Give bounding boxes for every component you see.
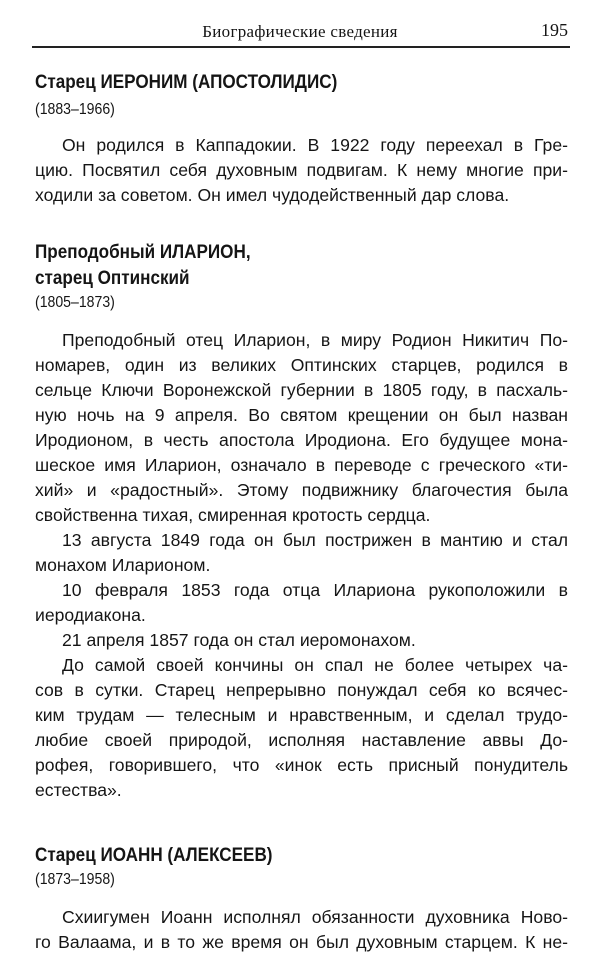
text-line: 10 февраля 1853 года отца Илариона рукоположили в [62, 579, 568, 600]
section-title: Старец ИЕРОНИМ (АПОСТОЛИДИС) [35, 72, 338, 93]
page-number: 195 [541, 20, 568, 40]
text-line: Он родился в Каппадокии. В 1922 году переехал в Гре- [62, 134, 568, 155]
text-line: номарев, один из великих Оптинских старцев, родился в [35, 354, 568, 375]
text-line: монахом Иларионом. [35, 554, 211, 575]
section-title: Старец ИОАНН (АЛЕКСЕЕВ) [35, 845, 273, 866]
section-title: старец Оптинский [35, 268, 190, 289]
life-dates: (1805–1873) [35, 294, 115, 311]
text-line: любие своей природой, исполняя наставление аввы До- [35, 729, 568, 750]
text-line: цию. Посвятил себя духовным подвигам. К нему многие при- [35, 159, 568, 180]
text-line: ную ночь на 9 апреля. Во святом крещении он был назван [35, 404, 568, 425]
text-line: 13 августа 1849 года он был пострижен в мантию и стал [62, 529, 568, 550]
text-line: сельце Ключи Воронежской губернии в 1805 году, в пасхаль- [35, 379, 568, 400]
text-line: До самой своей кончины он спал не более четырех ча- [62, 654, 568, 675]
text-line: ходили за советом. Он имел чудодейственный дар слова. [35, 184, 510, 205]
text-line: хий» и «радостный». Этому подвижнику благочестия была [35, 479, 568, 500]
text-line: сов в сутки. Старец непрерывно понуждал себя ко всячес- [35, 679, 568, 700]
text-line: ким трудам — телесным и нравственным, и сделал трудо- [35, 704, 568, 725]
text-line: Преподобный отец Иларион, в миру Родион Никитич По- [62, 329, 568, 350]
text-line: Схиигумен Иоанн исполнял обязанности духовника Ново- [62, 906, 568, 927]
text-line: шеское имя Иларион, означало в переводе с греческого «ти- [35, 454, 568, 475]
text-line: 21 апреля 1857 года он стал иеромонахом. [62, 629, 416, 650]
life-dates: (1883–1966) [35, 101, 115, 118]
text-line: естества». [35, 779, 122, 800]
text-line: свойственна тихая, смиренная кротость сердца. [35, 504, 431, 525]
text-line: рофея, говорившего, что «инок есть присный понудитель [35, 754, 568, 775]
text-line: иеродиакона. [35, 604, 146, 625]
text-line: го Валаама, и в то же время он был духовным старцем. К не- [35, 931, 568, 952]
text-line: Иродионом, в честь апостола Иродиона. Его будущее мона- [35, 429, 568, 450]
running-title: Биографические сведения [202, 22, 398, 41]
section-title: Преподобный ИЛАРИОН, [35, 242, 251, 263]
header-rule [32, 46, 570, 48]
life-dates: (1873–1958) [35, 871, 115, 888]
